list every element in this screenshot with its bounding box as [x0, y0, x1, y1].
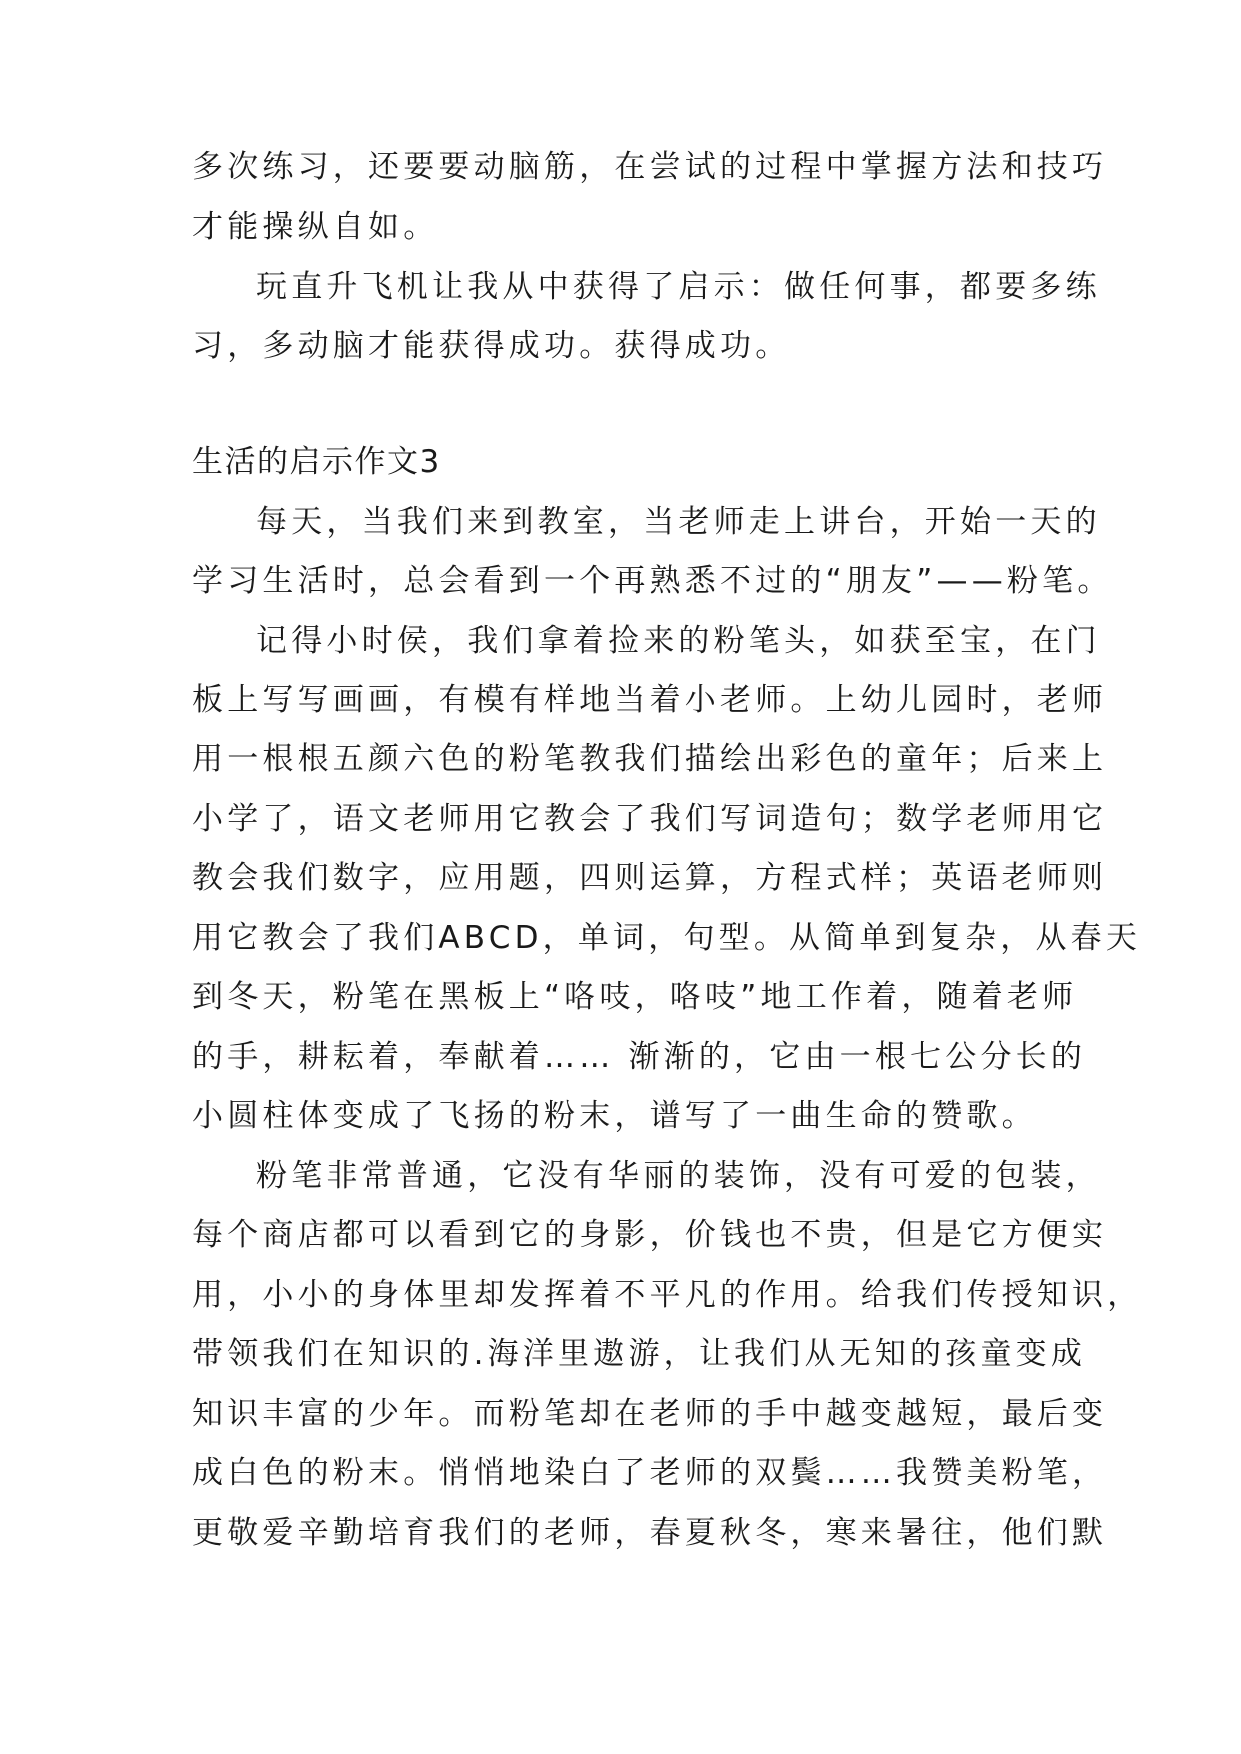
paragraph-line: 才能操纵自如。: [192, 209, 439, 245]
paragraph-line: 更敬爱辛勤培育我们的老师，春夏秋冬，寒来暑往，他们默: [192, 1515, 1108, 1551]
paragraph-line: 记得小时侯，我们拿着捡来的粉笔头，如获至宝，在门: [256, 623, 1101, 659]
paragraph-line: 玩直升飞机让我从中获得了启示：做任何事，都要多练: [256, 269, 1101, 305]
paragraph-line: 每个商店都可以看到它的身影，价钱也不贵，但是它方便实: [192, 1217, 1108, 1253]
paragraph-line: 粉笔非常普通，它没有华丽的装饰，没有可爱的包装，: [256, 1158, 1101, 1194]
paragraph-line: 每天，当我们来到教室，当老师走上讲台，开始一天的: [256, 504, 1101, 540]
paragraph-line: 知识丰富的少年。而粉笔却在老师的手中越变越短，最后变: [192, 1396, 1108, 1432]
paragraph-line: 带领我们在知识的.海洋里遨游，让我们从无知的孩童变成: [192, 1336, 1087, 1372]
paragraph-line: 小圆柱体变成了飞扬的粉末，谱写了一曲生命的赞歌。: [192, 1098, 1037, 1134]
paragraph-line: 教会我们数字，应用题，四则运算，方程式样；英语老师则: [192, 860, 1108, 896]
paragraph-line: 小学了，语文老师用它教会了我们写词造句；数学老师用它: [192, 801, 1108, 837]
paragraph-line: 学习生活时，总会看到一个再熟悉不过的“朋友”——粉笔。: [192, 563, 1113, 599]
paragraph-line: 的手，耕耘着，奉献着…… 渐渐的，它由一根七公分长的: [192, 1039, 1087, 1075]
paragraph-line: 成白色的粉末。悄悄地染白了老师的双鬓……我赞美粉笔，: [192, 1455, 1108, 1491]
paragraph-line: 多次练习，还要要动脑筋，在尝试的过程中掌握方法和技巧: [192, 149, 1108, 185]
paragraph-line: 用一根根五颜六色的粉笔教我们描绘出彩色的童年；后来上: [192, 741, 1108, 777]
paragraph-line: 用，小小的身体里却发挥着不平凡的作用。给我们传授知识，: [192, 1277, 1143, 1313]
paragraph-line: 到冬天，粉笔在黑板上“咯吱，咯吱”地工作着，随着老师: [192, 979, 1078, 1015]
paragraph-line: 用它教会了我们ABCD，单词，句型。从简单到复杂，从春天: [192, 920, 1142, 956]
section-heading: 生活的启示作文3: [192, 444, 441, 480]
paragraph-line: 板上写写画画，有模有样地当着小老师。上幼儿园时，老师: [192, 682, 1108, 718]
paragraph-line: 习，多动脑才能获得成功。获得成功。: [192, 328, 791, 364]
